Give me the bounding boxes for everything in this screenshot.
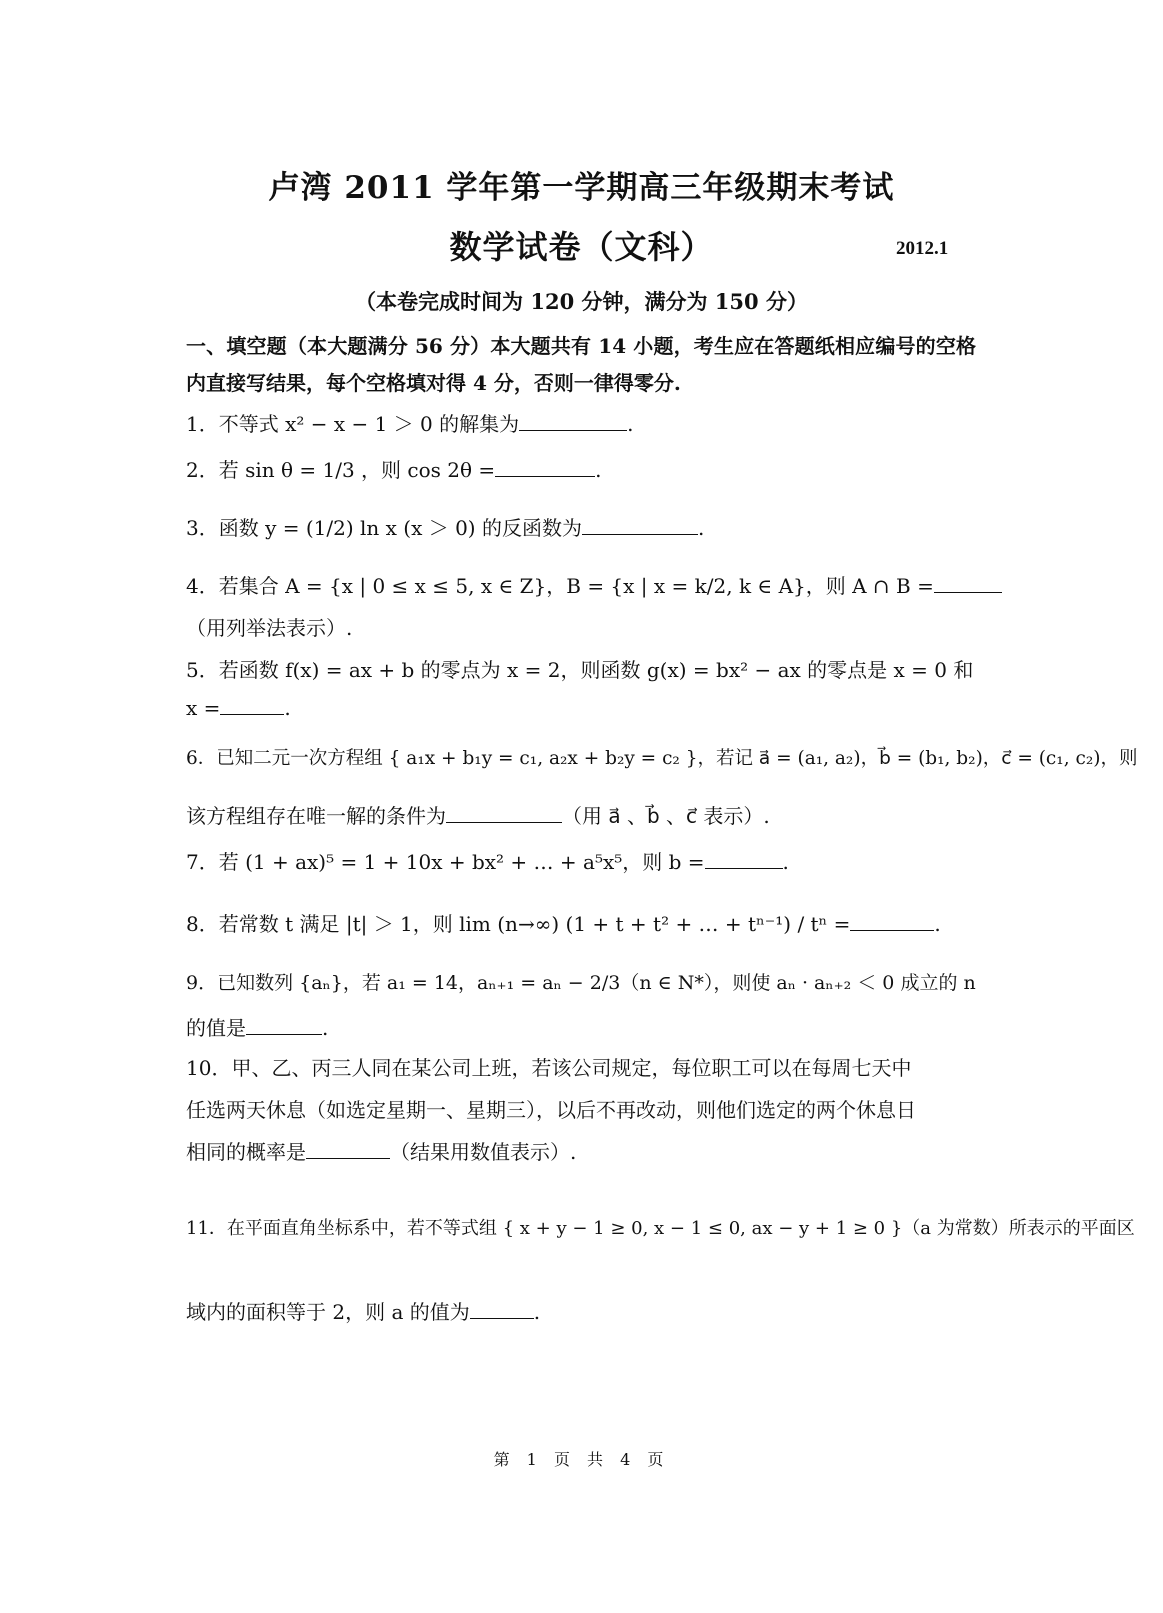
question-2-tail: . — [595, 458, 602, 482]
question-7 — [186, 846, 789, 875]
page-footer: 第 1 页 共 4 页 — [493, 1450, 670, 1469]
question-4-cont — [186, 612, 352, 641]
question-9-cont — [186, 1012, 328, 1041]
question-11-text-2: 域内的面积等于 2，则 a 的值为 — [186, 1300, 470, 1324]
question-8-text: 8．若常数 t 满足 |t| ＞ 1，则 lim (n→∞) (1 + t + t² + … + tⁿ⁻¹) / tⁿ = — [186, 912, 851, 936]
question-9-text: 9．已知数列 {aₙ}，若 a₁ = 14，aₙ₊₁ = aₙ − 2/3（n ∈ N*），则使 aₙ · aₙ₊₂ ＜ 0 成立的 n — [186, 972, 976, 994]
question-11-text: 11．在平面直角坐标系中，若不等式组 { x + y − 1 ≥ 0, x − 1 ≤ 0, ax − y + 1 ≥ 0 }（a 为常数）所表示的平面区 — [186, 1218, 1135, 1239]
question-9-tail: . — [322, 1016, 329, 1040]
question-3-text: 3．函数 y = (1/2) ln x (x ＞ 0) 的反函数为 — [186, 516, 582, 540]
question-10-text: 10．甲、乙、丙三人同在某公司上班，若该公司规定，每位职工可以在每周七天中 — [186, 1056, 912, 1080]
question-5-cont — [186, 696, 291, 720]
answer-blank-7 — [705, 850, 783, 869]
question-9 — [186, 968, 976, 995]
question-5-text-2: x = — [186, 696, 221, 720]
question-10-text-3: 相同的概率是 — [186, 1140, 306, 1164]
question-9-text-2: 的值是 — [186, 1016, 246, 1040]
question-5 — [186, 654, 973, 683]
question-10 — [186, 1052, 911, 1081]
question-6 — [186, 744, 1137, 770]
question-11-tail: . — [533, 1300, 541, 1324]
question-3 — [186, 512, 704, 541]
answer-blank-11 — [470, 1300, 534, 1319]
question-4 — [186, 570, 1002, 599]
question-7-text: 7．若 (1 + ax)⁵ = 1 + 10x + bx² + … + a⁵x⁵，则 b = — [186, 850, 705, 874]
question-2 — [186, 454, 602, 483]
exam-note: （本卷完成时间为 120 分钟，满分为 150 分） — [355, 289, 808, 314]
question-1 — [186, 408, 633, 437]
answer-blank-6 — [446, 804, 562, 823]
question-5-tail: . — [284, 696, 291, 720]
question-8-tail: . — [934, 912, 941, 936]
question-1-tail: . — [627, 412, 634, 436]
answer-blank-10 — [306, 1140, 390, 1159]
question-10-text-2: 任选两天休息（如选定星期一、星期三），以后不再改动，则他们选定的两个休息日 — [186, 1098, 916, 1122]
exam-title: 卢湾 2011 学年第一学期高三年级期末考试 — [268, 170, 895, 206]
answer-blank-2 — [495, 458, 595, 477]
question-10-cont — [186, 1094, 916, 1123]
question-6-text-2: 该方程组存在唯一解的条件为 — [186, 804, 446, 828]
answer-blank-4 — [934, 574, 1002, 593]
question-6-cont — [186, 800, 770, 829]
question-10-cont-2 — [186, 1136, 576, 1165]
exam-date: 2012.1 — [896, 238, 949, 259]
question-7-tail: . — [782, 850, 789, 874]
question-4-text: 4．若集合 A = {x | 0 ≤ x ≤ 5, x ∈ Z}，B = {x | x = k/2, k ∈ A}，则 A ∩ B = — [186, 574, 934, 598]
question-6-text-3: （用 a⃗ 、b⃗ 、c⃗ 表示）. — [562, 804, 770, 828]
question-6-text: 6．已知二元一次方程组 { a₁x + b₁y = c₁, a₂x + b₂y = c₂ }，若记 a⃗ = (a₁, a₂)，b⃗ = (b₁, b₂)，c⃗ = (c₁, c₂)，则 — [186, 748, 1138, 769]
question-1-text: 1．不等式 x² − x − 1 ＞ 0 的解集为 — [186, 412, 520, 436]
question-10-text-4: （结果用数值表示）. — [390, 1140, 577, 1164]
exam-subtitle: 数学试卷（文科） — [449, 228, 714, 266]
answer-blank-9 — [246, 1016, 322, 1035]
section-heading: 一、填空题（本大题满分 56 分）本大题共有 14 小题，考生应在答题纸相应编号的空格内直接写结果，每个空格填对得 4 分，否则一律得零分. — [186, 334, 976, 395]
answer-blank-8 — [850, 912, 934, 931]
answer-blank-3 — [582, 516, 698, 535]
question-5-text: 5．若函数 f(x) = ax + b 的零点为 x = 2，则函数 g(x) = bx² − ax 的零点是 x = 0 和 — [186, 658, 974, 682]
question-4-text-2: （用列举法表示）. — [186, 616, 353, 640]
answer-blank-5 — [220, 696, 284, 715]
question-8 — [186, 908, 941, 937]
question-3-tail: . — [697, 516, 705, 540]
question-11-cont — [186, 1296, 540, 1325]
question-2-text: 2．若 sin θ = 1/3 ，则 cos 2θ = — [186, 458, 496, 482]
answer-blank-1 — [519, 412, 627, 431]
question-11 — [186, 1214, 1135, 1240]
